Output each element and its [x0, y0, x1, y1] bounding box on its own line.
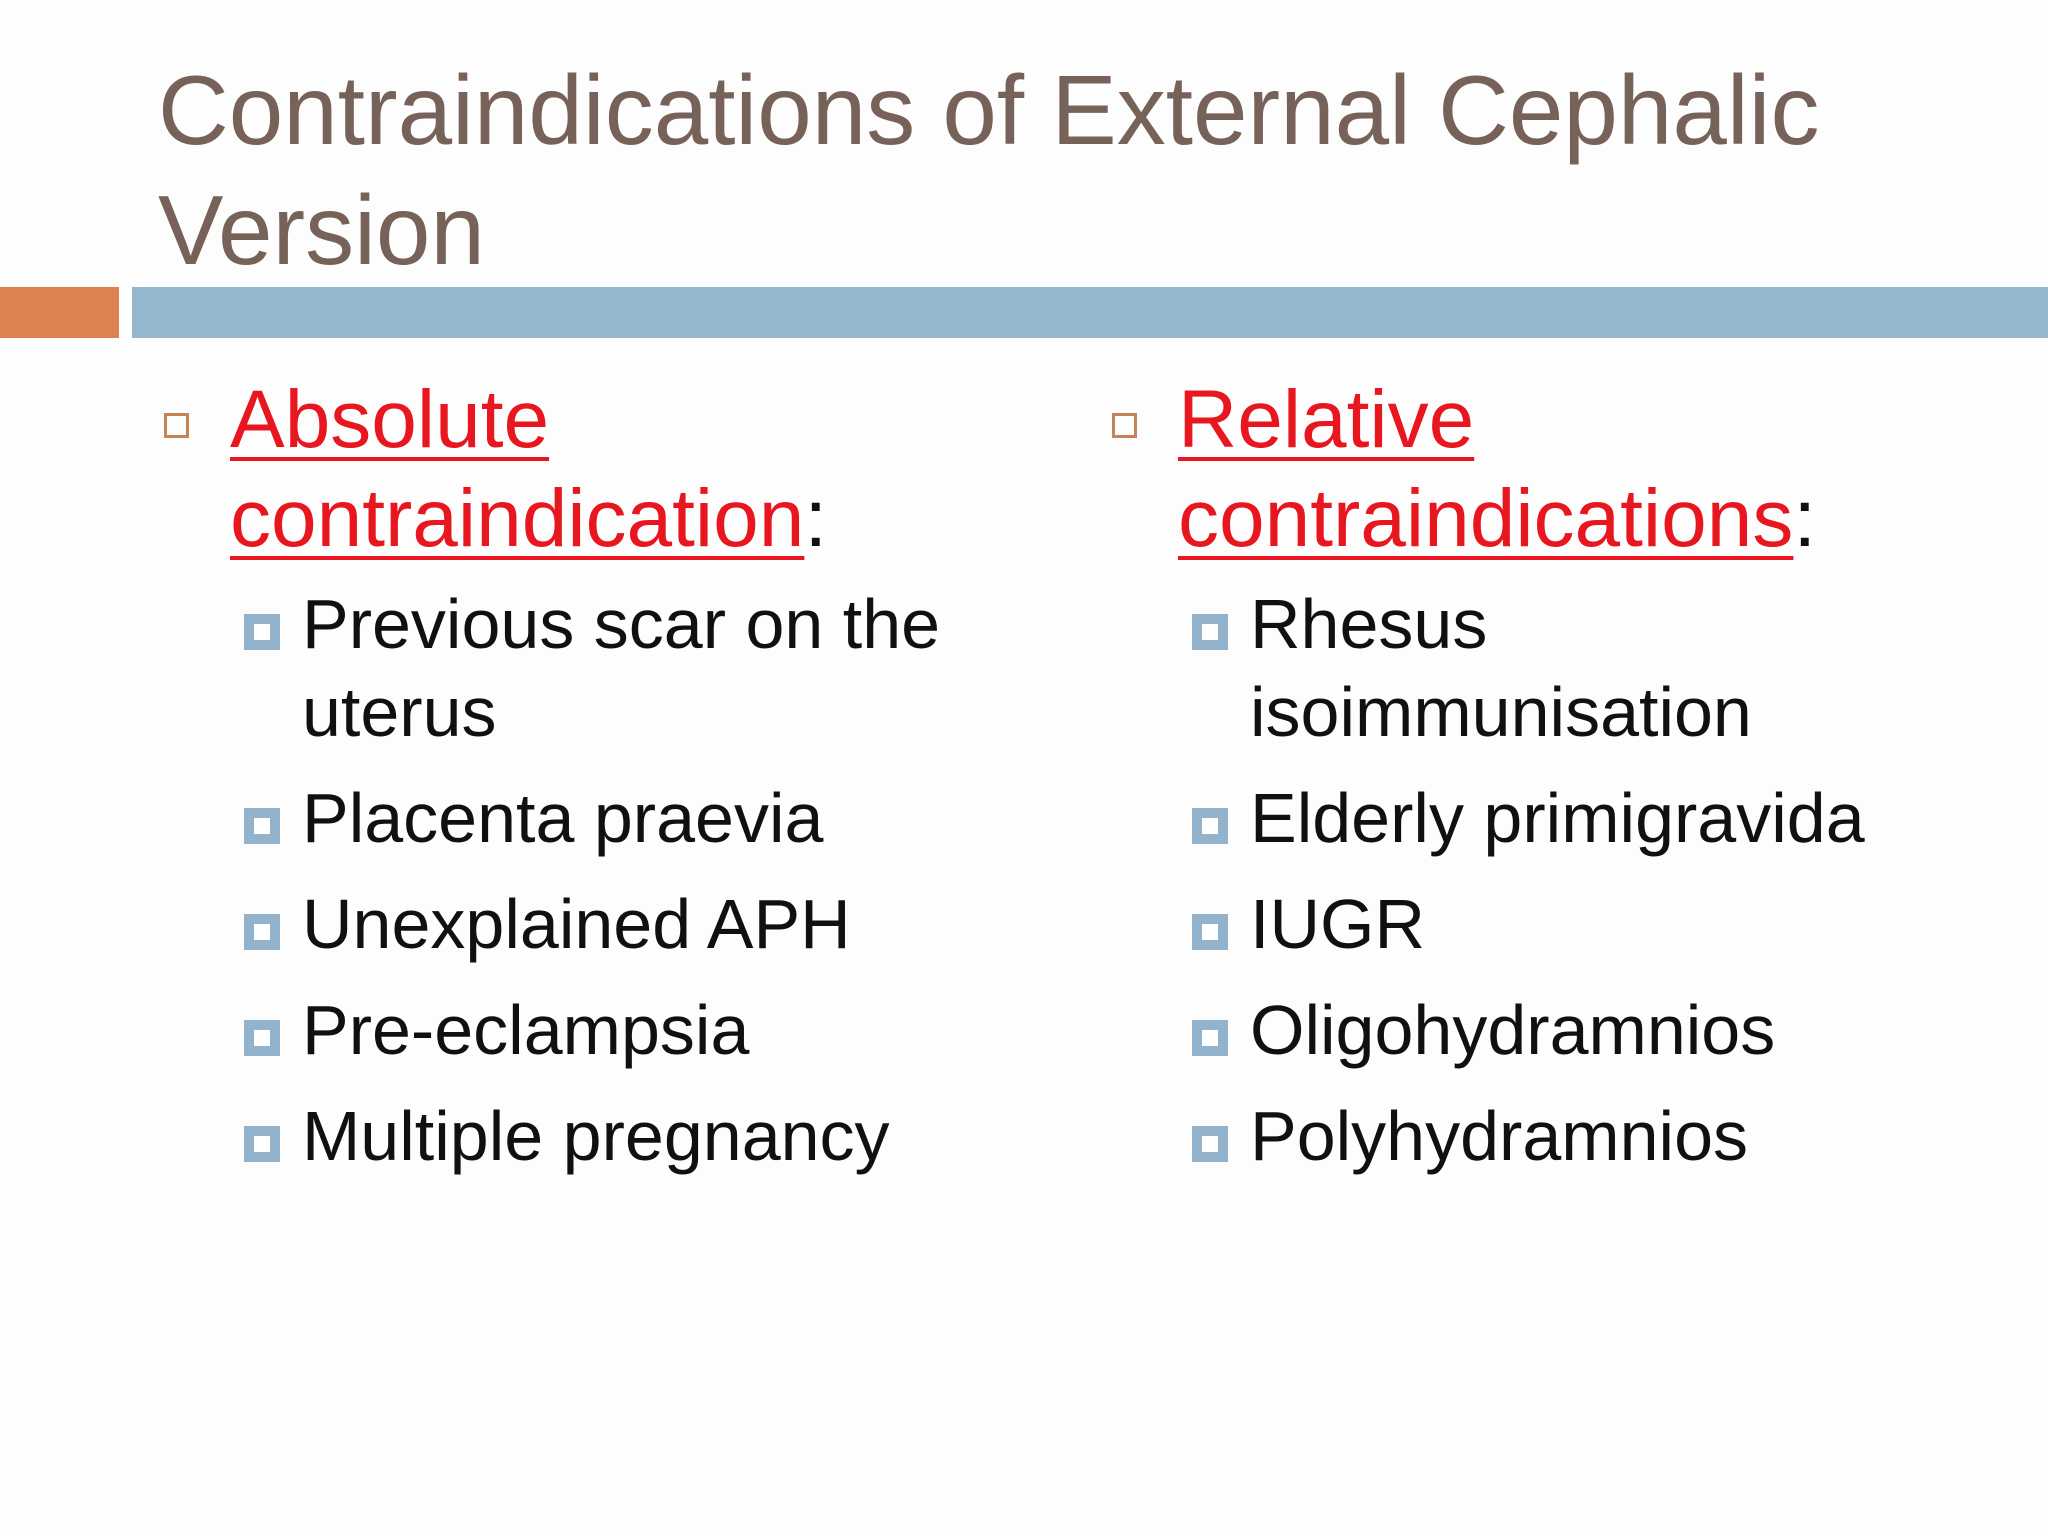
absolute-heading-label: Absolute contraindication	[230, 374, 805, 564]
list-item-label: Elderly primigravida	[1250, 779, 1865, 857]
square-bullet-icon	[1192, 1126, 1228, 1162]
heading-colon: :	[804, 473, 828, 564]
absolute-heading	[158, 370, 1038, 568]
list-item	[158, 774, 1038, 862]
list-item	[158, 1092, 1038, 1180]
list-item-label: Polyhydramnios	[1250, 1097, 1748, 1175]
list-item-label: IUGR	[1250, 885, 1425, 963]
list-item	[158, 986, 1038, 1074]
list-item	[1106, 880, 1986, 968]
accent-bar	[0, 287, 119, 338]
square-bullet-icon	[244, 808, 280, 844]
square-bullet-icon	[244, 1126, 280, 1162]
list-item-label: Pre-eclampsia	[302, 991, 750, 1069]
slide-title: Contraindications of External Cephalic Version	[158, 55, 1820, 285]
relative-heading-label: Relative contraindications	[1178, 374, 1794, 564]
relative-column	[1106, 370, 1986, 1198]
square-bullet-icon	[1192, 914, 1228, 950]
relative-list	[1106, 580, 1986, 1180]
absolute-column	[158, 370, 1038, 1198]
list-item	[158, 880, 1038, 968]
list-item	[158, 580, 1038, 756]
list-item	[1106, 986, 1986, 1074]
list-item	[1106, 1092, 1986, 1180]
square-bullet-icon	[1192, 614, 1228, 650]
square-outline-icon	[164, 413, 189, 438]
square-bullet-icon	[244, 614, 280, 650]
heading-colon: :	[1793, 473, 1817, 564]
list-item-label: Oligohydramnios	[1250, 991, 1776, 1069]
square-bullet-icon	[1192, 1020, 1228, 1056]
list-item-label: Unexplained APH	[302, 885, 851, 963]
list-item-label: Previous scar on the uterus	[302, 585, 941, 751]
list-item-label: Placenta praevia	[302, 779, 824, 857]
list-item-label: Rhesus isoimmunisation	[1250, 585, 1752, 751]
absolute-list	[158, 580, 1038, 1180]
list-item	[1106, 774, 1986, 862]
square-bullet-icon	[1192, 808, 1228, 844]
square-outline-icon	[1112, 413, 1137, 438]
list-item	[1106, 580, 1986, 756]
square-bullet-icon	[244, 914, 280, 950]
relative-heading	[1106, 370, 1986, 568]
square-bullet-icon	[244, 1020, 280, 1056]
title-rule-bar	[132, 287, 2048, 338]
list-item-label: Multiple pregnancy	[302, 1097, 890, 1175]
